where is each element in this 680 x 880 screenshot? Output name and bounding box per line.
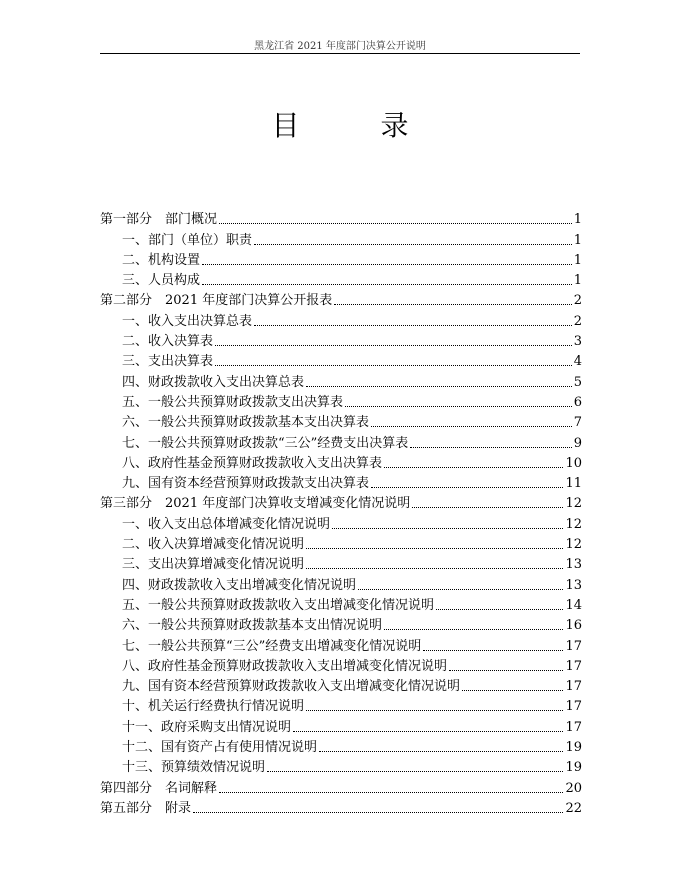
toc-dot-leader [384, 467, 563, 468]
toc-subsection-entry[interactable] [100, 553, 582, 573]
toc-dot-leader [306, 710, 563, 711]
toc-entry-page-number: 12 [565, 537, 582, 553]
toc-entry-label: 二、收入决算增减变化情况说明 [122, 537, 305, 553]
toc-dot-leader [219, 792, 563, 793]
toc-dot-leader [254, 244, 572, 245]
toc-entry-page-number: 17 [565, 638, 582, 654]
toc-subsection-entry[interactable] [100, 756, 582, 776]
toc-entry-label: 五、一般公共预算财政拨款支出决算表 [122, 394, 344, 410]
toc-dot-leader [449, 670, 563, 671]
toc-dot-leader [254, 325, 572, 326]
toc-entry-label: 第一部分 部门概况 [100, 212, 218, 228]
toc-subsection-entry[interactable] [100, 736, 582, 756]
running-header: 黑龙江省 2021 年度部门决算公开说明 [254, 41, 426, 52]
toc-dot-leader [332, 528, 563, 529]
toc-subsection-entry[interactable] [100, 695, 582, 715]
toc-dot-leader [410, 447, 571, 448]
toc-dot-leader [345, 406, 572, 407]
toc-subsection-entry[interactable] [100, 452, 582, 472]
toc-section-entry[interactable] [100, 797, 582, 817]
toc-entry-label: 第二部分 2021 年度部门决算公开报表 [100, 293, 333, 309]
toc-subsection-entry[interactable] [100, 391, 582, 411]
toc-entry-label: 三、人员构成 [122, 273, 201, 289]
toc-dot-leader [412, 507, 563, 508]
toc-entry-page-number: 6 [573, 394, 582, 410]
toc-entry-label: 三、支出决算增减变化情况说明 [122, 557, 305, 573]
toc-entry-page-number: 13 [565, 577, 582, 593]
toc-subsection-entry[interactable] [100, 573, 582, 593]
toc-entry-page-number: 7 [573, 415, 582, 431]
toc-entry-label: 第四部分 名词解释 [100, 780, 218, 796]
toc-dot-leader [219, 223, 572, 224]
toc-subsection-entry[interactable] [100, 269, 582, 289]
toc-entry-page-number: 14 [565, 597, 582, 613]
toc-entry-page-number: 17 [565, 719, 582, 735]
toc-subsection-entry[interactable] [100, 512, 582, 532]
toc-entry-page-number: 12 [565, 516, 582, 532]
toc-dot-leader [319, 751, 563, 752]
toc-subsection-entry[interactable] [100, 411, 582, 431]
toc-dot-leader [384, 629, 563, 630]
toc-subsection-entry[interactable] [100, 594, 582, 614]
toc-entry-page-number: 2 [573, 313, 582, 329]
toc-subsection-entry[interactable] [100, 309, 582, 329]
toc-entry-label: 七、一般公共预算“三公”经费支出增减变化情况说明 [122, 638, 422, 654]
toc-section-entry[interactable] [100, 776, 582, 796]
toc-entry-label: 五、一般公共预算财政拨款收入支出增减变化情况说明 [122, 597, 435, 613]
toc-dot-leader [423, 650, 563, 651]
toc-subsection-entry[interactable] [100, 614, 582, 634]
toc-dot-leader [293, 731, 563, 732]
toc-entry-label: 三、支出决算表 [122, 354, 214, 370]
toc-entry-label: 四、财政拨款收入支出决算总表 [122, 374, 305, 390]
toc-entry-label: 第三部分 2021 年度部门决算收支增减变化情况说明 [100, 496, 411, 512]
toc-subsection-entry[interactable] [100, 533, 582, 553]
toc-subsection-entry[interactable] [100, 249, 582, 269]
toc-entry-page-number: 22 [565, 800, 582, 816]
toc-entry-page-number: 3 [573, 334, 582, 350]
toc-subsection-entry[interactable] [100, 655, 582, 675]
toc-entry-page-number: 19 [565, 760, 582, 776]
toc-entry-label: 一、收入支出总体增减变化情况说明 [122, 516, 331, 532]
table-of-contents [100, 208, 582, 817]
toc-entry-page-number: 2 [573, 293, 582, 309]
toc-entry-label: 六、一般公共预算财政拨款基本支出决算表 [122, 415, 370, 431]
page-title: 目 录 [271, 109, 445, 142]
toc-dot-leader [306, 386, 572, 387]
toc-entry-label: 九、国有资本经营预算财政拨款支出决算表 [122, 476, 370, 492]
toc-entry-label: 七、一般公共预算财政拨款“三公”经费支出决算表 [122, 435, 409, 451]
toc-entry-label: 二、收入决算表 [122, 334, 214, 350]
toc-dot-leader [371, 487, 563, 488]
toc-dot-leader [215, 345, 572, 346]
toc-entry-page-number: 1 [573, 252, 582, 268]
toc-section-entry[interactable] [100, 208, 582, 228]
toc-entry-page-number: 19 [565, 740, 582, 756]
toc-subsection-entry[interactable] [100, 330, 582, 350]
toc-entry-label: 十、机关运行经费执行情况说明 [122, 699, 305, 715]
toc-entry-label: 四、财政拨款收入支出增减变化情况说明 [122, 577, 357, 593]
header-divider [100, 53, 580, 54]
toc-dot-leader [306, 568, 563, 569]
toc-subsection-entry[interactable] [100, 634, 582, 654]
toc-dot-leader [267, 771, 563, 772]
toc-entry-label: 十三、预算绩效情况说明 [122, 760, 266, 776]
toc-subsection-entry[interactable] [100, 472, 582, 492]
toc-dot-leader [202, 264, 572, 265]
toc-entry-page-number: 1 [573, 232, 582, 248]
toc-entry-label: 一、部门（单位）职责 [122, 232, 253, 248]
toc-entry-page-number: 4 [573, 354, 582, 370]
toc-entry-page-number: 17 [565, 679, 582, 695]
toc-entry-page-number: 9 [573, 435, 582, 451]
toc-entry-label: 二、机构设置 [122, 252, 201, 268]
toc-entry-page-number: 20 [565, 780, 582, 796]
toc-dot-leader [202, 284, 572, 285]
toc-dot-leader [334, 304, 572, 305]
toc-entry-page-number: 11 [565, 476, 582, 492]
toc-subsection-entry[interactable] [100, 715, 582, 735]
toc-dot-leader [371, 426, 572, 427]
toc-entry-label: 第五部分 附录 [100, 800, 192, 816]
toc-entry-page-number: 13 [565, 557, 582, 573]
toc-subsection-entry[interactable] [100, 675, 582, 695]
toc-entry-page-number: 10 [565, 455, 582, 471]
toc-entry-page-number: 17 [565, 699, 582, 715]
toc-entry-page-number: 12 [565, 496, 582, 512]
toc-dot-leader [436, 609, 563, 610]
toc-section-entry[interactable] [100, 289, 582, 309]
toc-entry-page-number: 17 [565, 658, 582, 674]
toc-dot-leader [215, 365, 572, 366]
toc-subsection-entry[interactable] [100, 370, 582, 390]
toc-dot-leader [358, 589, 563, 590]
toc-dot-leader [306, 548, 563, 549]
toc-dot-leader [193, 812, 563, 813]
toc-entry-page-number: 1 [573, 273, 582, 289]
toc-entry-page-number: 1 [573, 212, 582, 228]
toc-entry-label: 八、政府性基金预算财政拨款收入支出增减变化情况说明 [122, 658, 448, 674]
toc-dot-leader [462, 690, 563, 691]
toc-entry-label: 九、国有资本经营预算财政拨款收入支出增减变化情况说明 [122, 679, 461, 695]
toc-entry-label: 一、收入支出决算总表 [122, 313, 253, 329]
toc-subsection-entry[interactable] [100, 431, 582, 451]
toc-entry-label: 六、一般公共预算财政拨款基本支出情况说明 [122, 618, 383, 634]
toc-section-entry[interactable] [100, 492, 582, 512]
toc-entry-label: 十一、政府采购支出情况说明 [122, 719, 292, 735]
toc-subsection-entry[interactable] [100, 228, 582, 248]
toc-entry-page-number: 5 [573, 374, 582, 390]
toc-entry-page-number: 16 [565, 618, 582, 634]
toc-entry-label: 八、政府性基金预算财政拨款收入支出决算表 [122, 455, 383, 471]
toc-subsection-entry[interactable] [100, 350, 582, 370]
toc-entry-label: 十二、国有资产占有使用情况说明 [122, 740, 318, 756]
